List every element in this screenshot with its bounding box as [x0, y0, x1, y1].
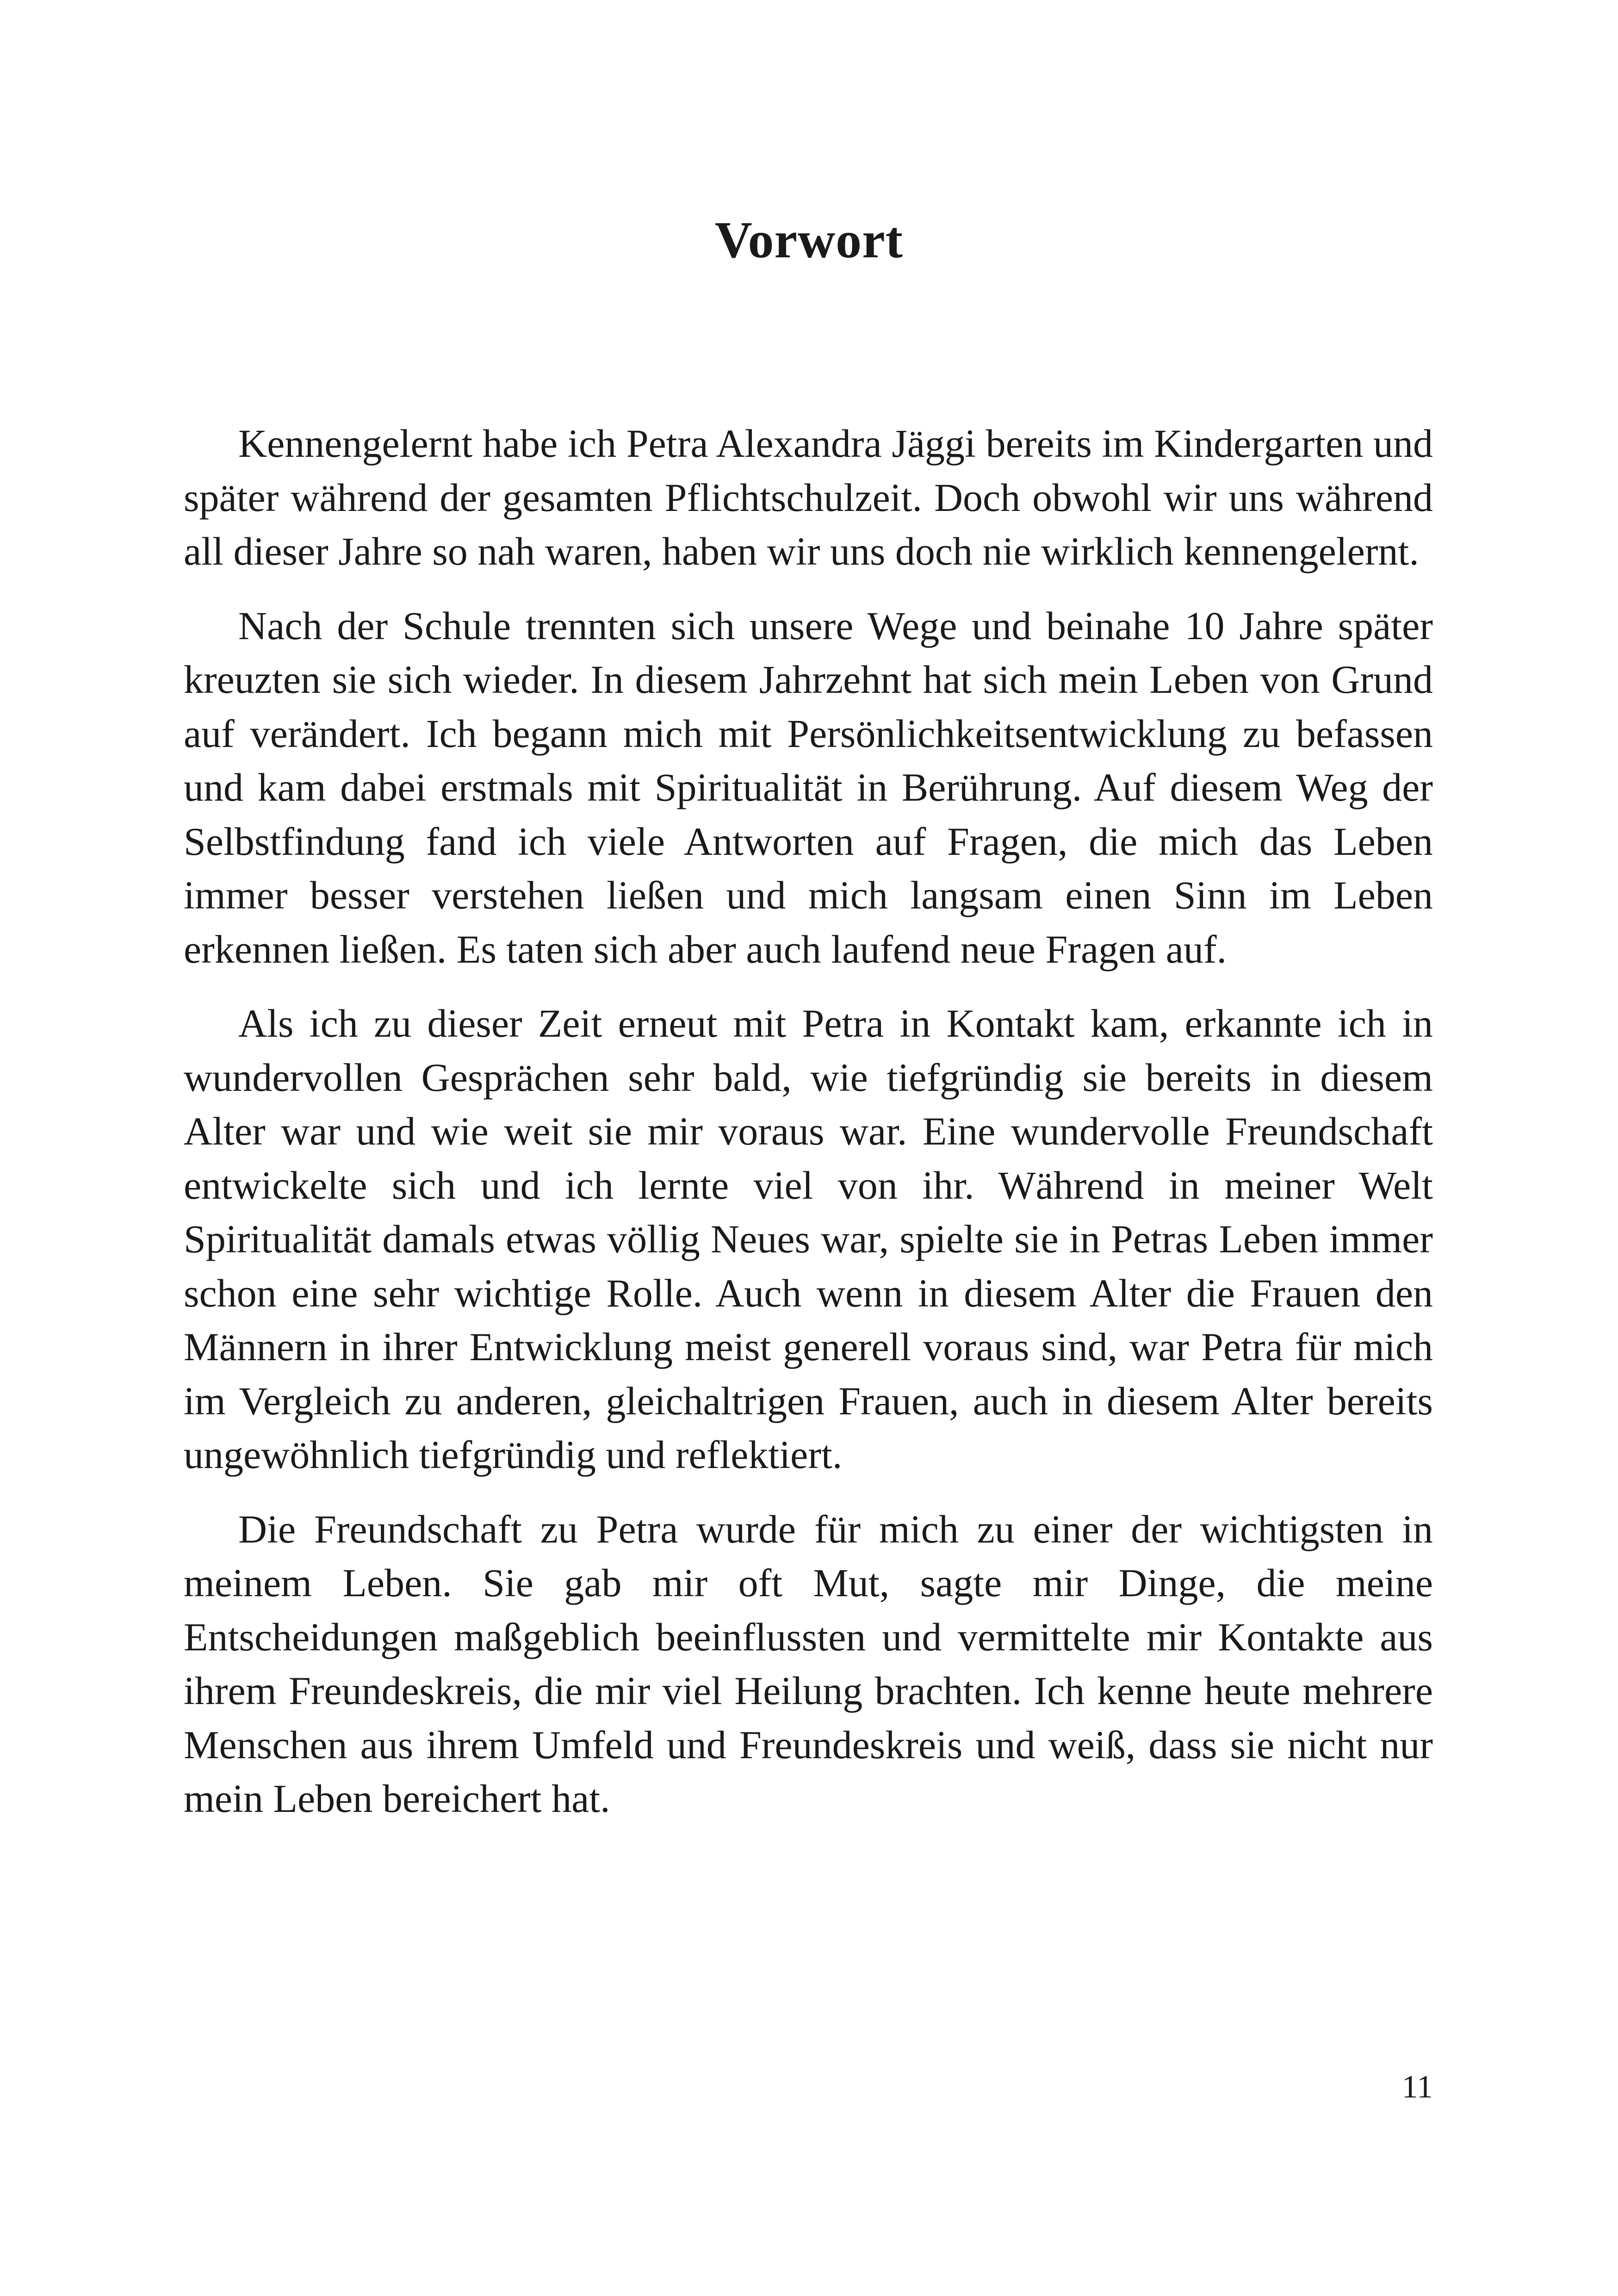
- paragraph-2: Nach der Schule trennten sich unsere Wege und beinahe 10 Jahre später kreuzten sie sich wieder. In diesem Jahrzehnt hat sich mein Leben von Grund auf verändert. Ich begann mich mit Persönlichkeitsentwicklung zu befassen und kam dabei erstmals mit Spiritualität in Berührung. Auf diesem Weg der Selbstfindung fand ich viele Antworten auf Fragen, die mich das Leben immer besser verstehen ließen und mich langsam einen Sinn im Leben erkennen ließen. Es taten sich aber auch laufend neue Fragen auf.: [184, 603, 1433, 971]
- paragraph-1: Kennengelernt habe ich Petra Alexandra Jäggi bereits im Kindergarten und später während der gesamten Pflichtschulzeit. Doch obwohl wir uns während all dieser Jahre so nah waren, haben wir uns doch nie wirklich kennengelernt.: [184, 421, 1433, 573]
- paragraph-4: Die Freundschaft zu Petra wurde für mich zu einer der wichtigsten in meinem Leben. Sie gab mir oft Mut, sagte mir Dinge, die meine Entscheidungen maßgeblich beeinflussten und vermittelte mir Kontakte aus ihrem Freundeskreis, die mir viel Heilung brachten. Ich kenne heute mehrere Menschen aus ihrem Umfeld und Freundeskreis und weiß, dass sie nicht nur mein Leben bereichert hat.: [184, 1506, 1433, 1821]
- page-number: 11: [1401, 2069, 1433, 2105]
- paragraph-3: Als ich zu dieser Zeit erneut mit Petra in Kontakt kam, erkannte ich in wundervollen Gesprächen sehr bald, wie tiefgründig sie bereits in diesem Alter war und wie weit sie mir voraus war. Eine wundervolle Freundschaft entwickelte sich und ich lernte viel von ihr. Während in meiner Welt Spiritualität damals etwas völlig Neues war, spielte sie in Petras Leben immer schon eine sehr wichtige Rolle. Auch wenn in diesem Alter die Frauen den Männern in ihrer Entwicklung meist generell voraus sind, war Petra für mich im Vergleich zu anderen, gleichaltrigen Frauen, auch in diesem Alter bereits ungewöhnlich tiefgründig und reflektiert.: [184, 1001, 1433, 1477]
- page-title: Vorwort: [714, 212, 904, 269]
- body-text: [184, 417, 1433, 1846]
